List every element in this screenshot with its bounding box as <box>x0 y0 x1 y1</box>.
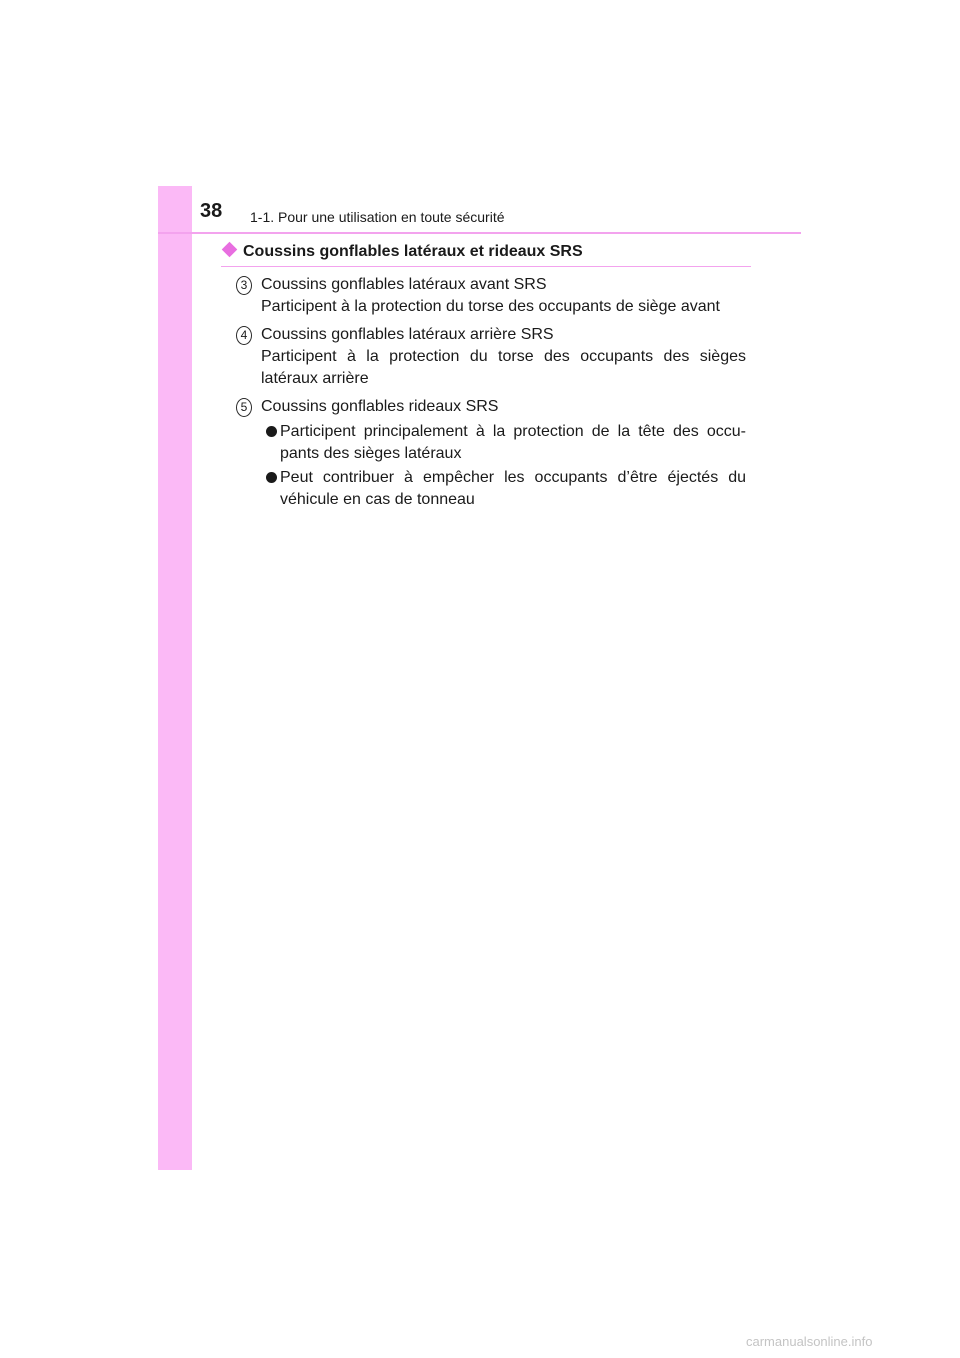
section-heading <box>221 242 751 267</box>
item-heading: Coussins gonflables latéraux avant SRS <box>261 276 547 293</box>
header-rule <box>158 232 801 234</box>
watermark: carmanualsonline.info <box>746 1334 873 1349</box>
item-number: 4 <box>236 326 252 345</box>
bullet-dot-icon <box>266 472 277 483</box>
section-title: Coussins gonflables latéraux et rideaux SRS <box>243 243 583 260</box>
bullet-text: Participent principalement à la protection de la tête des occu-pants des sièges latéraux <box>280 423 746 462</box>
bullet-text: Peut contribuer à empêcher les occupants d’être éjectés du véhicule en cas de tonneau <box>280 469 746 508</box>
bullet-dot-icon <box>266 426 277 437</box>
item-heading: Coussins gonflables latéraux arrière SRS <box>261 326 554 343</box>
chapter-side-band <box>158 186 192 1170</box>
chapter-title: 1-1. Pour une utilisation en toute sécurité <box>250 209 505 225</box>
item-number: 3 <box>236 276 252 295</box>
item-description: Participent à la protection du torse des occupants de siège avant <box>261 298 720 315</box>
diamond-bullet-icon <box>222 242 238 258</box>
page-number: 38 <box>200 200 223 222</box>
item-description: Participent à la protection du torse des occupants des sièges latéraux arrière <box>261 348 746 387</box>
item-heading: Coussins gonflables rideaux SRS <box>261 398 499 415</box>
item-number: 5 <box>236 398 252 417</box>
